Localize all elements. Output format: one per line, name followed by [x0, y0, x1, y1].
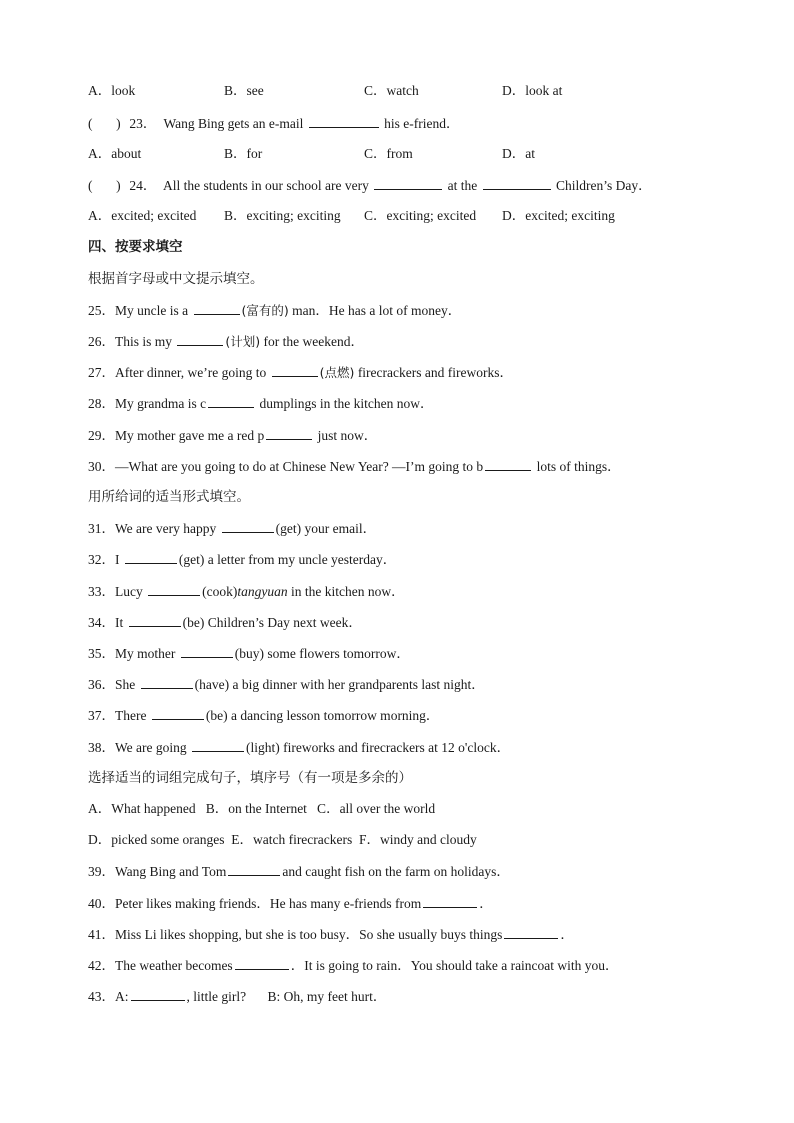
question-text: man．He has a lot of money．: [292, 303, 462, 318]
answer-blank[interactable]: [485, 457, 531, 471]
question-38: [88, 738, 510, 757]
answer-blank[interactable]: [125, 550, 177, 564]
answer-blank[interactable]: [152, 706, 204, 720]
q24-option-d: D．excited; exciting: [502, 208, 615, 223]
hint-text: (get): [275, 521, 302, 536]
question-text: Peter likes making friends．He has many e-friends from: [115, 896, 422, 911]
question-text: , little girl?: [186, 989, 247, 1004]
question-number: 23．: [129, 116, 157, 131]
answer-blank[interactable]: [228, 862, 280, 876]
question-29: [88, 426, 377, 445]
question-24: [88, 176, 652, 195]
question-35: [88, 644, 410, 663]
question-text: your email．: [304, 521, 377, 536]
question-23: [88, 114, 460, 133]
answer-blank[interactable]: [266, 426, 312, 440]
question-number: 29．: [88, 428, 115, 443]
question-text: I: [115, 552, 120, 567]
question-26: [88, 332, 364, 351]
question-number: 25．: [88, 303, 115, 318]
question-text: his e-friend．: [384, 116, 460, 131]
question-text: firecrackers and fireworks．: [357, 365, 513, 380]
question-text: for the weekend．: [263, 334, 364, 349]
question-text: dumplings in the kitchen now．: [259, 396, 434, 411]
section-heading: 四、按要求填空: [88, 239, 183, 255]
q22-options: [88, 82, 728, 100]
question-30: [88, 457, 621, 476]
question-number: 27．: [88, 365, 115, 380]
question-text: a big dinner with her grandparents last night．: [232, 677, 485, 692]
phrase-options-row-1: A．What happened B．on the Internet C．all over the world: [88, 801, 436, 816]
question-42: [88, 956, 619, 975]
hint-text: (点燃): [319, 365, 355, 380]
answer-paren: ( ): [88, 116, 121, 131]
answer-blank[interactable]: [177, 332, 223, 346]
hint-text: (富有的): [241, 303, 289, 318]
answer-blank[interactable]: [272, 363, 318, 377]
question-text: All the students in our school are very: [163, 178, 369, 193]
question-number: 24．: [129, 178, 157, 193]
question-text: just now．: [317, 428, 378, 443]
question-text: ．It is going to rain．You should take a raincoat with you．: [290, 958, 619, 973]
question-text: My mother gave me a red p: [115, 428, 265, 443]
answer-blank[interactable]: [129, 613, 181, 627]
question-number: 28．: [88, 396, 115, 411]
question-text: lots of things．: [536, 459, 621, 474]
hint-text: (get): [178, 552, 205, 567]
question-36: [88, 675, 485, 694]
answer-paren: ( ): [88, 178, 121, 193]
question-40: [88, 894, 493, 913]
hint-text: (cook): [202, 584, 238, 599]
question-text: After dinner, we’re going to: [115, 365, 267, 380]
question-32: [88, 550, 396, 569]
question-text: and caught fish on the farm on holidays．: [282, 864, 510, 879]
answer-blank[interactable]: [192, 738, 244, 752]
question-27: [88, 363, 513, 382]
subsection-instruction: 选择适当的词组完成句子，填序号（有一项是多余的）: [88, 770, 412, 786]
question-25: [88, 301, 461, 320]
question-text: There: [115, 708, 147, 723]
question-text: It: [115, 615, 124, 630]
hint-text: (light): [246, 740, 280, 755]
question-33: [88, 582, 405, 601]
subsection-instruction: 用所给词的适当形式填空。: [88, 489, 250, 505]
q23-option-c: C．from: [364, 146, 413, 161]
question-text: —What are you going to do at Chinese New Year? —I’m going to b: [115, 459, 484, 474]
question-text: Children’s Day next week．: [207, 615, 362, 630]
question-text: some flowers tomorrow．: [267, 646, 410, 661]
question-number: 40．: [88, 896, 115, 911]
q23-options: [88, 145, 728, 163]
question-text: Wang Bing and Tom: [115, 864, 227, 879]
question-text: a letter from my uncle yesterday．: [207, 552, 397, 567]
question-number: 38．: [88, 740, 115, 755]
question-43: [88, 987, 386, 1006]
q23-option-a: A．about: [88, 146, 142, 161]
q22-option-c: C．watch: [364, 83, 419, 98]
question-text: fireworks and firecrackers at 12 o'clock．: [283, 740, 511, 755]
question-text: Lucy: [115, 584, 143, 599]
question-number: 42．: [88, 958, 115, 973]
italic-word: tangyuan: [237, 584, 288, 599]
question-text: This is my: [115, 334, 173, 349]
question-number: 26．: [88, 334, 115, 349]
question-number: 36．: [88, 677, 115, 692]
question-text: My uncle is a: [115, 303, 189, 318]
q24-options: [88, 207, 728, 225]
q23-option-d: D．at: [502, 146, 535, 161]
answer-blank[interactable]: [181, 644, 233, 658]
question-text: Children’s Day．: [555, 178, 652, 193]
question-34: [88, 613, 362, 632]
hint-text: (buy): [234, 646, 264, 661]
question-text: We are going: [115, 740, 187, 755]
answer-blank[interactable]: [374, 176, 442, 190]
question-text: We are very happy: [115, 521, 217, 536]
q22-option-d: D．look at: [502, 83, 563, 98]
answer-blank[interactable]: [309, 114, 379, 128]
question-text: My mother: [115, 646, 176, 661]
q24-option-c: C．exciting; excited: [364, 208, 477, 223]
question-number: 31．: [88, 521, 115, 536]
answer-blank[interactable]: [148, 582, 200, 596]
question-text: in the kitchen now．: [290, 584, 405, 599]
question-number: 32．: [88, 552, 115, 567]
question-number: 39．: [88, 864, 115, 879]
question-number: 33．: [88, 584, 115, 599]
answer-blank[interactable]: [194, 301, 240, 315]
hint-text: (be): [205, 708, 228, 723]
question-39: [88, 862, 510, 881]
question-text: ．: [479, 896, 493, 911]
question-text: My grandma is c: [115, 396, 207, 411]
question-31: [88, 519, 376, 538]
question-text: ．: [560, 927, 574, 942]
question-28: [88, 394, 433, 413]
answer-blank[interactable]: [141, 675, 193, 689]
question-text: at the: [447, 178, 478, 193]
question-text: B: Oh, my feet hurt．: [267, 989, 387, 1004]
question-text: She: [115, 677, 136, 692]
answer-blank[interactable]: [235, 956, 289, 970]
q24-option-b: B．exciting; exciting: [224, 208, 341, 223]
phrase-options-row-2: D．picked some oranges E．watch firecrackers F．windy and cloudy: [88, 832, 477, 847]
answer-blank[interactable]: [483, 176, 551, 190]
answer-blank[interactable]: [131, 987, 185, 1001]
question-text: Wang Bing gets an e-mail: [163, 116, 304, 131]
answer-blank[interactable]: [423, 894, 477, 908]
answer-blank[interactable]: [222, 519, 274, 533]
question-41: [88, 925, 574, 944]
question-text: The weather becomes: [115, 958, 233, 973]
question-number: 34．: [88, 615, 115, 630]
question-text: Miss Li likes shopping, but she is too busy．So she usually buys things: [115, 927, 503, 942]
hint-text: (be): [182, 615, 205, 630]
question-number: 35．: [88, 646, 115, 661]
hint-text: (计划): [225, 334, 261, 349]
answer-blank[interactable]: [504, 925, 558, 939]
question-text: a dancing lesson tomorrow morning．: [230, 708, 440, 723]
hint-text: (have): [194, 677, 230, 692]
question-number: 37．: [88, 708, 115, 723]
subsection-instruction: 根据首字母或中文提示填空。: [88, 271, 264, 287]
question-number: 41．: [88, 927, 115, 942]
question-number: 30．: [88, 459, 115, 474]
q22-option-b: B．see: [224, 83, 264, 98]
question-number: 43．: [88, 989, 115, 1004]
answer-blank[interactable]: [208, 394, 254, 408]
question-37: [88, 706, 439, 725]
q23-option-b: B．for: [224, 146, 263, 161]
question-text: A:: [115, 989, 129, 1004]
q24-option-a: A．excited; excited: [88, 208, 197, 223]
q22-option-a: A．look: [88, 83, 136, 98]
